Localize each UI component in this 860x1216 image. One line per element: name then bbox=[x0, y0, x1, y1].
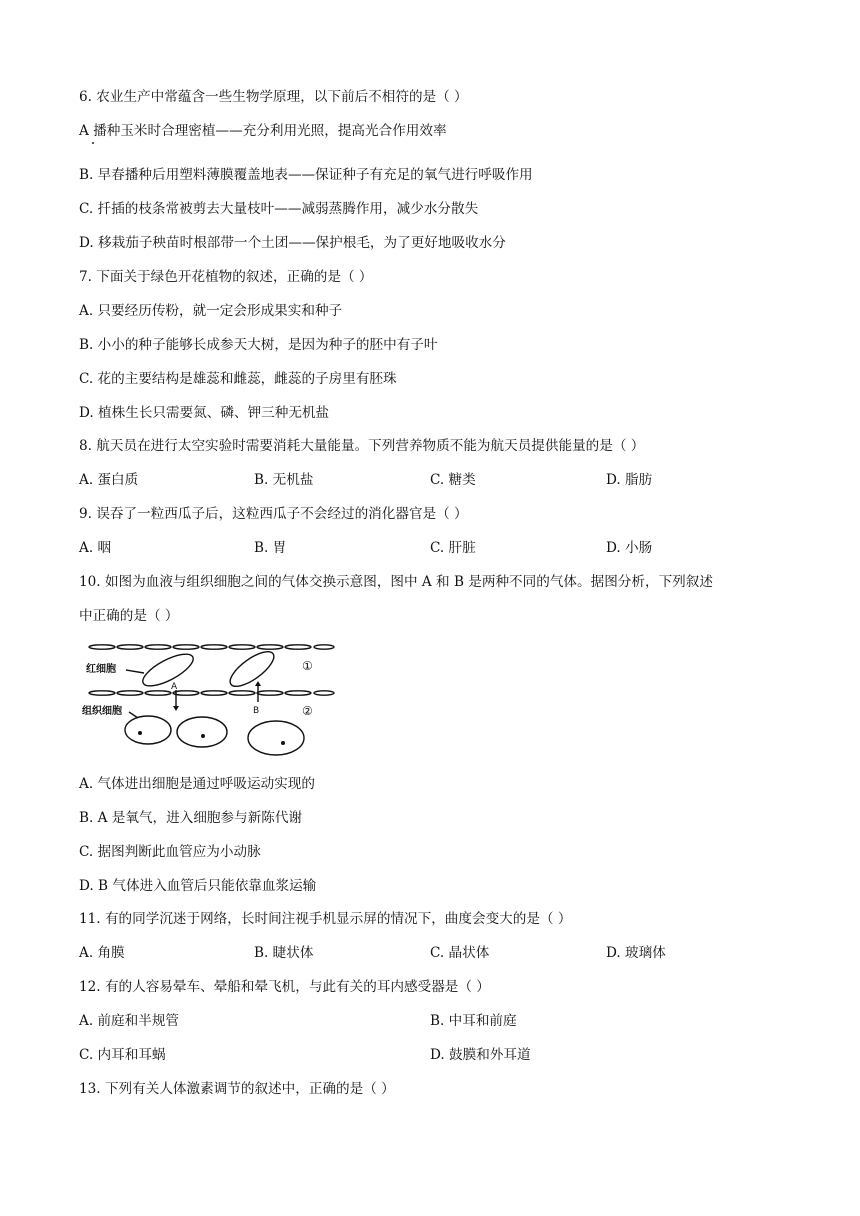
question-8-option-d: D. 脂肪 bbox=[606, 472, 653, 488]
red-blood-cell-1 bbox=[139, 648, 198, 692]
question-7-option-d: D. 植株生长只需要氮、磷、钾三种无机盐 bbox=[79, 405, 330, 421]
rbc-pointer-line bbox=[126, 670, 144, 673]
question-7-option-c: C. 花的主要结构是雄蕊和雌蕊，雌蕊的子房里有胚珠 bbox=[79, 371, 397, 387]
question-6-option-d: D. 移栽茄子秧苗时根部带一个土团——保护根毛，为了更好地吸收水分 bbox=[79, 235, 506, 251]
question-12-option-c: C. 内耳和耳蜗 bbox=[79, 1047, 166, 1063]
question-11-stem: 11. 有的同学沉迷于网络，长时间注视手机显示屏的情况下，曲度会变大的是（ ） bbox=[79, 911, 572, 927]
capillary-wall-bottom bbox=[89, 691, 334, 695]
label-gas-b: B bbox=[253, 706, 260, 716]
capillary-wall-top bbox=[89, 645, 334, 649]
question-9-option-d: D. 小肠 bbox=[606, 540, 653, 556]
label-tissue-cell: 组织细胞 bbox=[82, 706, 122, 717]
tissue-cell-3 bbox=[248, 721, 304, 755]
question-6-stem: 6. 农业生产中常蕴含一些生物学原理，以下前后不相符的是（ ） bbox=[79, 89, 468, 105]
tissue-cell-2 bbox=[177, 717, 227, 747]
question-11-option-b: B. 睫状体 bbox=[254, 945, 314, 961]
stray-dot bbox=[92, 142, 94, 144]
question-6-option-a: A 播种玉米时合理密植——充分利用光照，提高光合作用效率 bbox=[79, 123, 447, 139]
question-6-option-b: B. 早春播种后用塑料薄膜覆盖地表——保证种子有充足的氧气进行呼吸作用 bbox=[79, 167, 533, 183]
question-10-stem-line-2: 中正确的是（ ） bbox=[79, 608, 179, 624]
question-10-option-d: D. B 气体进入血管后只能依靠血浆运输 bbox=[79, 878, 317, 894]
question-7-option-b: B. 小小的种子能够长成参天大树，是因为种子的胚中有子叶 bbox=[79, 337, 438, 353]
question-12-option-b: B. 中耳和前庭 bbox=[430, 1013, 517, 1029]
question-9-option-b: B. 胃 bbox=[254, 540, 287, 556]
question-11-option-a: A. 角膜 bbox=[79, 945, 125, 961]
question-8-option-c: C. 糖类 bbox=[430, 472, 476, 488]
red-blood-cell-2 bbox=[225, 646, 279, 693]
question-8-stem: 8. 航天员在进行太空实验时需要消耗大量能量。下列营养物质不能为航天员提供能量的是（ ） bbox=[79, 438, 645, 454]
question-12-option-d: D. 鼓膜和外耳道 bbox=[430, 1047, 531, 1063]
question-8-option-a: A. 蛋白质 bbox=[79, 472, 139, 488]
question-10-option-b: B. A 是氧气，进入细胞参与新陈代谢 bbox=[79, 810, 303, 826]
question-10-option-a: A. 气体进出细胞是通过呼吸运动实现的 bbox=[79, 776, 315, 792]
question-11-option-c: C. 晶状体 bbox=[430, 945, 490, 961]
question-10-stem-line-1: 10. 如图为血液与组织细胞之间的气体交换示意图，图中 A 和 B 是两种不同的气体。据图分析，下列叙述 bbox=[79, 574, 713, 590]
label-red-blood-cell: 红细胞 bbox=[86, 664, 116, 675]
question-7-option-a: A. 只要经历传粉，就一定会形成果实和种子 bbox=[79, 303, 343, 319]
question-11-option-d: D. 玻璃体 bbox=[606, 945, 666, 961]
tissue-cell-1 bbox=[125, 716, 171, 744]
question-9-stem: 9. 误吞了一粒西瓜子后，这粒西瓜子不会经过的消化器官是（ ） bbox=[79, 506, 468, 522]
label-gas-a: A bbox=[171, 682, 178, 692]
question-12-stem: 12. 有的人容易晕车、晕船和晕飞机，与此有关的耳内感受器是（ ） bbox=[79, 979, 490, 995]
marker-2: ② bbox=[302, 704, 313, 718]
gas-exchange-diagram bbox=[80, 640, 335, 758]
question-13-stem: 13. 下列有关人体激素调节的叙述中，正确的是（ ） bbox=[79, 1081, 395, 1097]
marker-1: ① bbox=[302, 659, 313, 673]
question-9-option-a: A. 咽 bbox=[79, 540, 112, 556]
question-10-option-c: C. 据图判断此血管应为小动脉 bbox=[79, 844, 261, 860]
question-8-option-b: B. 无机盐 bbox=[254, 472, 314, 488]
question-12-option-a: A. 前庭和半规管 bbox=[79, 1013, 180, 1029]
question-6-option-c: C. 扦插的枝条常被剪去大量枝叶——减弱蒸腾作用，减少水分散失 bbox=[79, 201, 479, 217]
question-9-option-c: C. 肝脏 bbox=[430, 540, 476, 556]
question-7-stem: 7. 下面关于绿色开花植物的叙述，正确的是（ ） bbox=[79, 269, 373, 285]
